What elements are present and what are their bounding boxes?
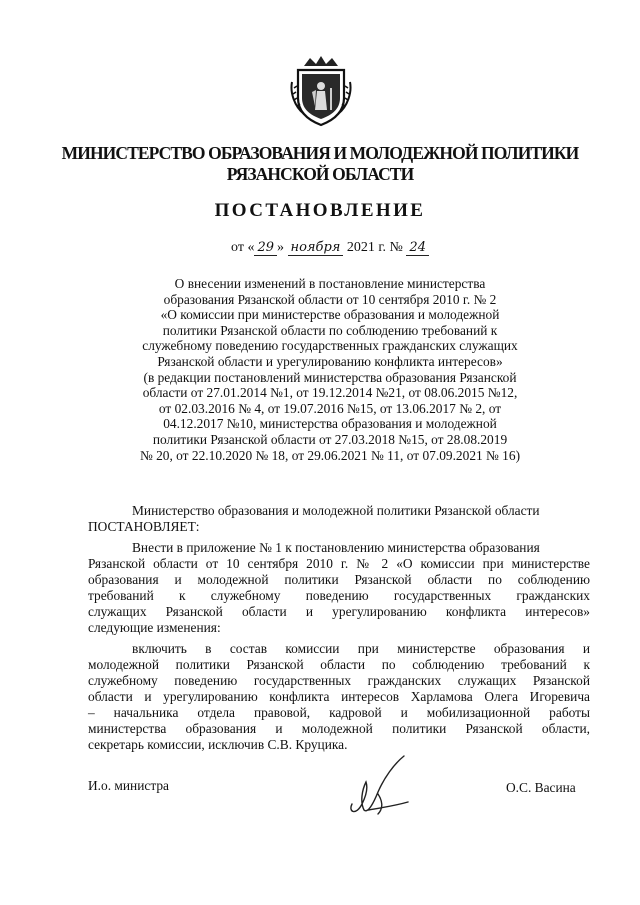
paragraph2-line: – начальника отдела правовой, кадровой и мобилизационной работы <box>88 705 590 720</box>
paragraph2-line: министерства образования и молодежной политики Рязанской области, <box>88 721 590 736</box>
date-day: 29 <box>254 240 277 256</box>
document-title: ПОСТАНОВЛЕНИЕ <box>214 200 426 221</box>
date-year: 2021 г. № <box>343 240 407 255</box>
paragraph2-line: служебному поведению государственных гражданских служащих Рязанской <box>88 673 590 688</box>
subject-line: политики Рязанской области по соблюдению требований к <box>162 322 498 338</box>
subject-line: Рязанской области и урегулированию конфликта интересов» <box>157 353 503 369</box>
subject-line: «О комиссии при министерстве образования и молодежной <box>160 307 500 323</box>
ministry-name-line1: МИНИСТЕРСТВО ОБРАЗОВАНИЯ И МОЛОДЕЖНОЙ ПОЛИТИКИ <box>61 143 579 163</box>
doc-number: 24 <box>406 240 429 256</box>
subject-line: от 02.03.2016 № 4, от 19.07.2016 №15, от 13.06.2017 № 2, от <box>158 400 502 416</box>
paragraph1-last-line: следующие изменения: <box>88 620 221 635</box>
subject-line: политики Рязанской области от 27.03.2018 №15, от 28.08.2019 <box>152 431 508 447</box>
paragraph2-first-line: включить в состав комиссии при министерстве образования и <box>132 641 590 656</box>
subject-line: О внесении изменений в постановление министерства <box>174 276 486 291</box>
paragraph2-line: области и урегулированию конфликта интересов Харламова Олега Игоревича <box>88 689 590 704</box>
subject-line: 04.12.2017 №10, министерства образования и молодежной <box>163 416 497 432</box>
subject-block <box>95 276 565 463</box>
paragraph1-line: служащих Рязанской области и урегулированию конфликта интересов» <box>88 604 590 619</box>
signatory-position: И.о. министра <box>88 778 169 793</box>
intro-text: Министерство образования и молодежной политики Рязанской области <box>132 503 540 518</box>
paragraph1-first-line: Внести в приложение № 1 к постановлению министерства образования <box>132 540 540 555</box>
subject-line: образования Рязанской области от 10 сентября 2010 г. № 2 <box>163 291 497 307</box>
signatory-name: О.С. Васина <box>506 780 576 795</box>
paragraph1-line: Рязанской области от 10 сентября 2010 г. № 2 «О комиссии при министерстве <box>88 556 590 571</box>
coat-of-arms-emblem <box>290 52 352 128</box>
date-line <box>180 238 480 258</box>
handwritten-signature <box>338 752 418 822</box>
paragraph1-line: образования и молодежной политики Рязанской области по соблюдению <box>88 572 590 587</box>
date-mid: » <box>277 240 288 255</box>
subject-line: (в редакции постановлений министерства образования Рязанской <box>143 369 517 385</box>
date-prefix: от « <box>231 240 255 255</box>
subject-line: № 20, от 22.10.2020 № 18, от 29.06.2021 № 11, от 07.09.2021 № 16) <box>139 447 521 463</box>
date-month: ноября <box>288 240 344 256</box>
paragraph2-last-line: секретарь комиссии, исключив С.В. Круцика. <box>88 737 348 752</box>
paragraph1-line: требований к служебному поведению государственных гражданских <box>88 588 590 603</box>
subject-line: служебному поведению государственных гражданских служащих <box>142 338 518 354</box>
subject-line: области от 27.01.2014 №1, от 19.12.2014 №21, от 08.06.2015 №12, <box>142 385 518 401</box>
paragraph2-line: молодежной политики Рязанской области по соблюдению требований к <box>88 657 590 672</box>
decree-word: ПОСТАНОВЛЯЕТ: <box>88 519 200 534</box>
ministry-name-line2: РЯЗАНСКОЙ ОБЛАСТИ <box>226 164 414 184</box>
